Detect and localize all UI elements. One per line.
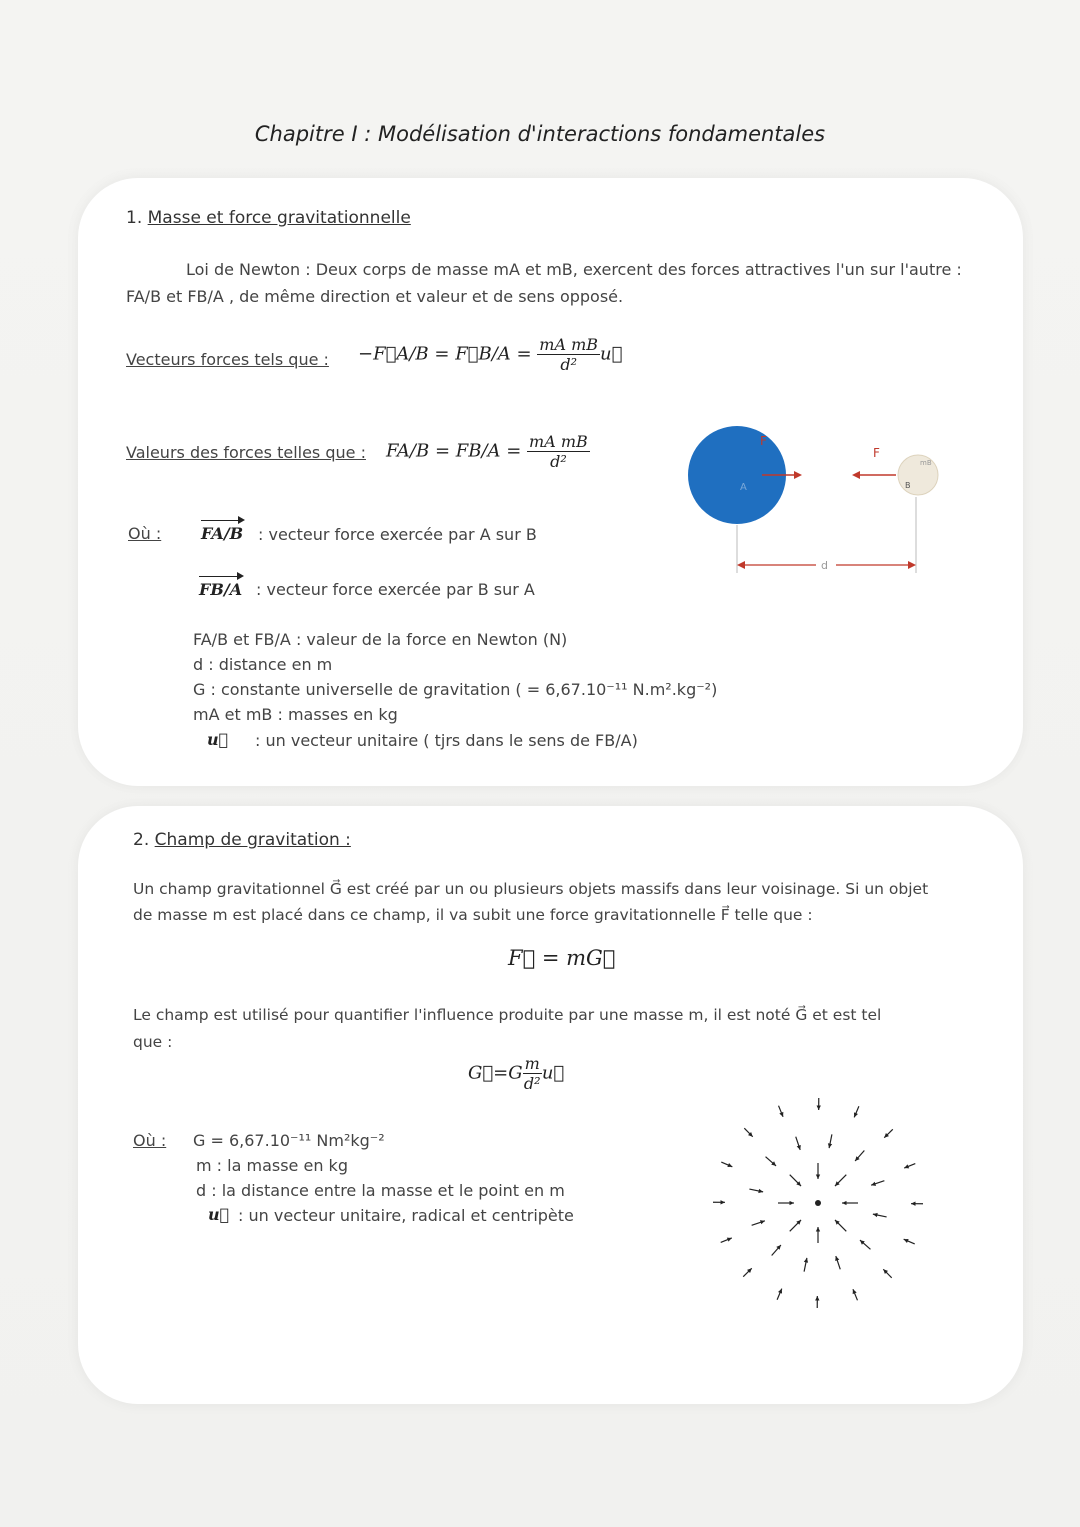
vector-forces-label: Vecteurs forces tels que : <box>126 350 329 369</box>
section-1-number: 1. <box>126 208 143 228</box>
vector-fba-description: : vecteur force exercée par B sur A <box>256 580 535 599</box>
force-fba-arrowhead <box>852 471 860 479</box>
definition-g-value: G = 6,67.10⁻¹¹ Nm²kg⁻² <box>193 1131 385 1150</box>
force-value-formula <box>386 432 590 471</box>
definition-distance-2: d : la distance entre la masse et le point en m <box>196 1181 565 1200</box>
force-fab-label: F <box>760 434 767 448</box>
vector-formula-fraction <box>537 335 600 374</box>
definition-force-value: FA/B et FB/A : valeur de la force en Newton (N) <box>193 630 568 649</box>
field-para-line-1: Un champ gravitationnel G⃗ est créé par un ou plusieurs objets massifs dans leur voisinage. Si un objet <box>133 880 929 898</box>
definition-distance: d : distance en m <box>193 655 333 674</box>
body-b-mass-label: mB <box>920 459 932 467</box>
vector-fab-symbol <box>201 524 243 543</box>
fraction-numerator: mA mB <box>529 432 588 451</box>
distance-label: d <box>821 559 828 572</box>
field-arrowhead <box>760 1220 765 1224</box>
vector-force-formula <box>358 335 622 374</box>
field-para-line-2: de masse m est placé dans ce champ, il va subit une force gravitationnelle F⃗ telle que : <box>133 906 813 924</box>
field-formula-fraction <box>523 1054 542 1093</box>
fraction-denominator: d² <box>523 1074 541 1093</box>
vector-formula-left: −F⃗A/B = F⃗B/A = <box>358 343 538 365</box>
field-para2-line-1: Le champ est utilisé pour quantifier l'influence produite par une masse m, il est noté G⃗ et est tel <box>133 1006 882 1024</box>
section-2-number: 2. <box>133 830 150 850</box>
force-values-label: Valeurs des forces telles que : <box>126 443 366 462</box>
field-arrowhead <box>797 1145 801 1150</box>
force-field-formula: F⃗ = mG⃗ <box>508 946 616 970</box>
field-formula-unit-vector: u⃗ <box>541 1062 565 1084</box>
unit-vector-def-symbol: u⃗ <box>207 730 229 749</box>
radial-field-figure <box>690 1075 950 1325</box>
section-1-title: Masse et force gravitationnelle <box>147 208 411 228</box>
newton-law-line-1: Loi de Newton : Deux corps de masse mA et mB, exercent des forces attractives l'un sur l'autre : <box>186 260 962 279</box>
field-arrowhead <box>804 1258 808 1263</box>
vector-fba-text: FB/A <box>199 580 243 599</box>
field-arrowhead <box>789 1201 794 1205</box>
field-arrowhead <box>816 1227 820 1232</box>
two-bodies-figure <box>680 415 950 585</box>
field-arrowhead <box>871 1182 876 1186</box>
field-arrowhead <box>828 1143 832 1148</box>
field-arrowhead <box>720 1200 725 1204</box>
value-formula-left: FA/B = FB/A = <box>386 440 528 462</box>
unit-vector-symbol: u⃗ <box>600 343 623 365</box>
where-label: Où : <box>128 524 162 543</box>
body-b-label: B <box>905 481 911 490</box>
newton-law-line-2: FA/B et FB/A , de même direction et valeur et de sens opposé. <box>126 287 624 306</box>
section-2-title: Champ de gravitation : <box>154 830 351 850</box>
field-arrowhead <box>758 1189 763 1193</box>
force-fba-label: F <box>873 446 880 460</box>
vector-fba-symbol <box>199 580 242 599</box>
field-arrowhead <box>817 1105 821 1110</box>
fraction-denominator: d² <box>560 355 577 374</box>
section-1-heading <box>126 208 411 228</box>
value-formula-fraction <box>527 432 590 471</box>
definition-mass: m : la masse en kg <box>196 1156 348 1175</box>
body-b-sphere <box>898 455 938 495</box>
unit-vector-def-symbol-2: u⃗ <box>208 1205 230 1224</box>
section-2-heading <box>133 830 351 850</box>
field-arrowhead <box>873 1213 878 1217</box>
fraction-numerator: m <box>524 1054 540 1073</box>
force-fab-arrowhead <box>794 471 802 479</box>
vector-fab-description: : vecteur force exercée par A sur B <box>258 525 537 544</box>
body-a-label: A <box>740 482 747 493</box>
fraction-numerator: mA mB <box>539 335 599 354</box>
definition-unit-vector: : un vecteur unitaire ( tjrs dans le sens de FB/A) <box>255 731 638 750</box>
field-arrowhead <box>911 1202 916 1206</box>
field-arrowhead <box>835 1256 839 1261</box>
field-center-mass <box>815 1200 821 1206</box>
page-title: Chapitre I : Modélisation d'interactions fondamentales <box>254 122 826 146</box>
field-formula-left: G⃗=G <box>468 1062 523 1084</box>
field-arrowhead <box>815 1296 819 1301</box>
where-label-2: Où : <box>133 1131 167 1150</box>
field-arrowhead <box>816 1174 820 1179</box>
distance-arrowhead-right <box>908 561 916 569</box>
field-para2-line-2: que : <box>133 1033 173 1051</box>
vector-fab-text: FA/B <box>201 524 244 543</box>
field-arrowhead <box>842 1201 847 1205</box>
definition-masses: mA et mB : masses en kg <box>193 705 398 724</box>
definition-unit-vector-2: : un vecteur unitaire, radical et centripète <box>238 1206 574 1225</box>
definition-constant-g: G : constante universelle de gravitation ( = 6,67.10⁻¹¹ N.m².kg⁻²) <box>193 680 718 699</box>
fraction-denominator: d² <box>550 452 567 471</box>
distance-arrowhead-left <box>737 561 745 569</box>
field-value-formula <box>468 1054 564 1093</box>
